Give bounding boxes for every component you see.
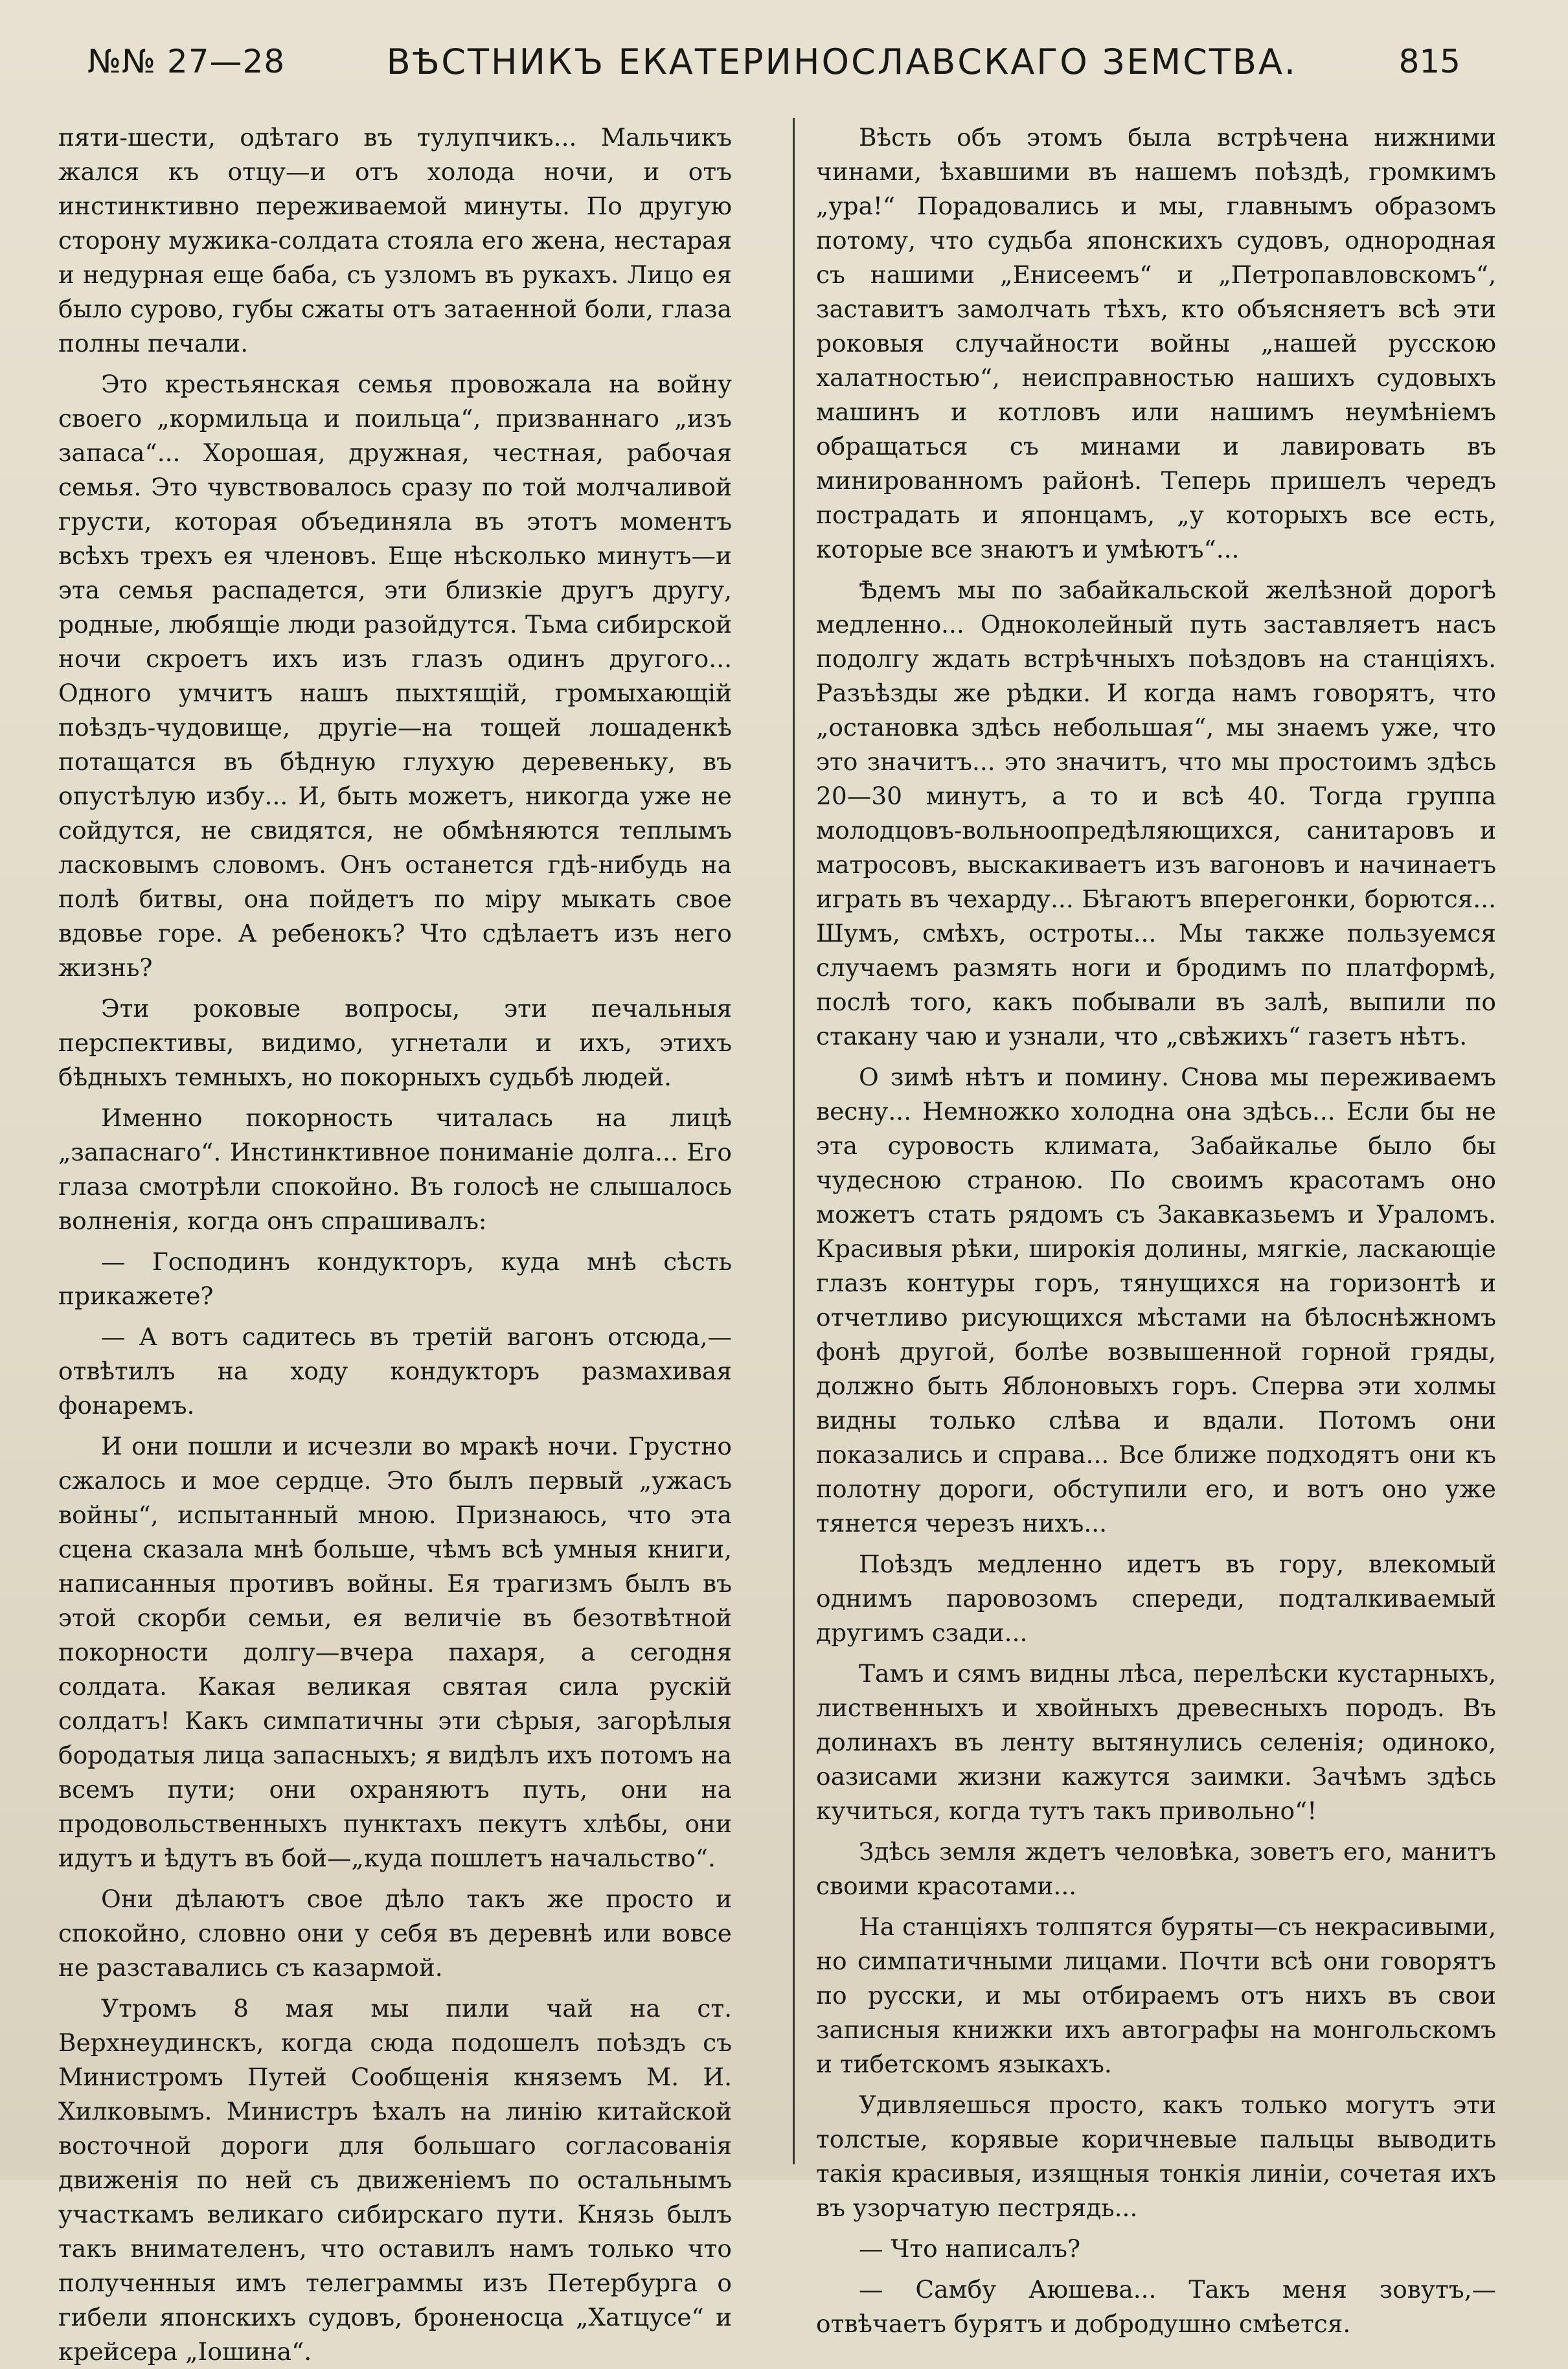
paragraph: Здѣсь земля ждетъ человѣка, зоветъ его, манитъ своими красотами... <box>816 1837 1496 1900</box>
paragraph: Это крестьянская семья провожала на войну своего „кормильца и поильца“, призваннаго „изъ запаса“... Хорошая, дружная, честная, рабочая семья. Это чувствовалось сразу по той молчаливой грусти, которая объединяла въ этотъ моментъ всѣхъ трехъ ея членовъ. Еще нѣсколько минутъ—и эта семья распадется, эти близкіе другъ другу, родные, любящіе люди разойдутся. Тьма сибирской ночи скроетъ ихъ изъ глазъ одинъ другого... Одного умчитъ нашъ пыхтящій, громыхающій поѣздъ-чудовище, другіе—на тощей лошаденкѣ потащатся въ бѣдную глухую деревеньку, въ опустѣлую избу... И, быть можетъ, никогда уже не сойдутся, не свидятся, не обмѣняются теплымъ ласковымъ словомъ. Онъ останется гдѣ-нибудь на полѣ битвы, она пойдетъ по міру мыкать свое вдовье горе. А ребенокъ? Что сдѣлаетъ изъ него жизнь? <box>58 370 732 982</box>
paragraph: И они пошли и исчезли во мракѣ ночи. Грустно сжалось и мое сердце. Это былъ первый „ужасъ войны“, испытанный мною. Признаюсь, что эта сцена сказала мнѣ больше, чѣмъ всѣ умныя книги, написанныя противъ войны. Ея трагизмъ былъ въ этой скорби семьи, ея величіе въ безотвѣтной покорности долгу—вчера пахаря, а сегодня солдата. Какая великая святая сила рускій солдатъ! Какъ симпатичны эти сѣрыя, загорѣлыя бородатыя лица запасныхъ; я видѣлъ ихъ потомъ на всемъ пути; они охраняютъ путь, они на продовольственныхъ пунктахъ пекутъ хлѣбы, они идутъ и ѣдутъ въ бой—„куда пошлетъ начальство“. <box>58 1432 732 1872</box>
paragraph: Именно покорность читалась на лицѣ „запаснаго“. Инстинктивное пониманіе долга... Его глаза смотрѣли спокойно. Въ голосѣ не слышалось волненія, когда онъ спрашивалъ: <box>58 1104 732 1235</box>
page-number: 815 <box>1398 43 1460 80</box>
issue-number: №№ 27—28 <box>87 43 286 80</box>
left-column <box>58 120 732 2366</box>
column-divider <box>793 118 795 2164</box>
paragraph: О зимѣ нѣтъ и помину. Снова мы переживаемъ весну... Немножко холодна она здѣсь... Если бы не эта суровость климата, Забайкалье было бы чудесною страною. По своимъ красотамъ оно можетъ стать рядомъ съ Закавказьемъ и Ураломъ. Красивыя рѣки, широкія долины, мягкіе, ласкающіе глазъ контуры горъ, тянущихся на горизонтѣ и отчетливо рисующихся мѣстами на бѣлоснѣжномъ фонѣ другой, болѣе возвышенной горной гряды, должно быть Яблоновыхъ горъ. Сперва эти холмы видны только слѣва и вдали. Потомъ они показались и справа... Все ближе подходятъ они къ полотну дороги, обступили его, и вотъ оно уже тянется черезъ нихъ... <box>816 1063 1496 1537</box>
paragraph: — А вотъ садитесь въ третій вагонъ отсюда,—отвѣтилъ на ходу кондукторъ размахивая фонаремъ. <box>58 1322 732 1420</box>
paragraph: — Самбу Аюшева... Такъ меня зовутъ,—отвѣчаетъ бурятъ и добродушно смѣется. <box>816 2275 1496 2338</box>
paragraph: — Господинъ кондукторъ, куда мнѣ сѣсть прикажете? <box>58 1247 732 1310</box>
running-header <box>87 26 1467 97</box>
paragraph: Эти роковые вопросы, эти печальныя перспективы, видимо, угнетали и ихъ, этихъ бѣдныхъ темныхъ, но покорныхъ судьбѣ людей. <box>58 994 732 1091</box>
paragraph: На станціяхъ толпятся буряты—съ некрасивыми, но симпатичными лицами. Почти всѣ они говорятъ по русски, и мы отбираемъ отъ нихъ въ свои записныя книжки ихъ автографы на монгольскомъ и тибетскомъ языкахъ. <box>816 1912 1496 2078</box>
paragraph: — Что написалъ? <box>859 2234 1081 2263</box>
right-column <box>816 120 1496 2338</box>
journal-title: ВѢСТНИКЪ ЕКАТЕРИНОСЛАВСКАГО ЗЕМСТВА. <box>386 41 1298 82</box>
paragraph: пяти-шести, одѣтаго въ тулупчикъ... Мальчикъ жался къ отцу—и отъ холода ночи, и отъ инстинктивно переживаемой минуты. По другую сторону мужика-солдата стояла его жена, нестарая и недурная еще баба, съ узломъ въ рукахъ. Лицо ея было сурово, губы сжаты отъ затаенной боли, глаза полны печали. <box>58 123 732 357</box>
paragraph: Утромъ 8 мая мы пили чай на ст. Верхнеудинскъ, когда сюда подошелъ поѣздъ съ Министромъ Путей Сообщенія княземъ М. И. Хилковымъ. Министръ ѣхалъ на линію китайской восточной дороги для большаго согласованія движенія по ней съ движеніемъ по остальнымъ участкамъ великаго сибирскаго пути. Князь былъ такъ внимателенъ, что оставилъ намъ только что полученныя имъ телеграммы изъ Петербурга о гибели японскихъ судовъ, броненосца „Хатцусе“ и крейсера „Іошина“. <box>58 1994 732 2366</box>
paragraph: Они дѣлаютъ свое дѣло такъ же просто и спокойно, словно они у себя въ деревнѣ или вовсе не разставались съ казармой. <box>58 1885 732 1982</box>
paragraph: Тамъ и сямъ видны лѣса, перелѣски кустарныхъ, лиственныхъ и хвойныхъ древесныхъ породъ. Въ долинахъ въ ленту вытянулись селенія; одиноко, оазисами жизни кажутся заимки. Зачѣмъ здѣсь кучиться, когда тутъ такъ привольно“! <box>816 1659 1496 1825</box>
paragraph: Поѣздъ медленно идетъ въ гору, влекомый однимъ паровозомъ спереди, подталкиваемый другимъ сзади... <box>816 1550 1496 1647</box>
paragraph: Вѣсть объ этомъ была встрѣчена нижними чинами, ѣхавшими въ нашемъ поѣздѣ, громкимъ „ура!“ Порадовались и мы, главнымъ образомъ потому, что судьба японскихъ судовъ, однородная съ нашими „Енисеемъ“ и „Петропавловскомъ“, заставитъ замолчать тѣхъ, кто объясняетъ всѣ эти роковыя случайности войны „нашей русскою халатностью“, неисправностью нашихъ судовыхъ машинъ и котловъ или нашимъ неумѣніемъ обращаться съ минами и лавировать въ минированномъ районѣ. Теперь пришелъ чередъ пострадать и японцамъ, „у которыхъ все есть, которые все знаютъ и умѣютъ“... <box>816 123 1496 563</box>
paragraph: Удивляешься просто, какъ только могутъ эти толстые, корявые коричневые пальцы выводить такія красивыя, изящныя тонкія линіи, сочетая ихъ въ узорчатую пестрядь... <box>816 2091 1496 2222</box>
paragraph: Ѣдемъ мы по забайкальской желѣзной дорогѣ медленно... Одноколейный путь заставляетъ насъ подолгу ждать встрѣчныхъ поѣздовъ на станціяхъ. Разъѣзды же рѣдки. И когда намъ говорятъ, что „остановка здѣсь небольшая“, мы знаемъ уже, что это значитъ... это значитъ, что мы простоимъ здѣсь 20—30 минутъ, а то и всѣ 40. Тогда группа молодцовъ-вольноопредѣляющихся, санитаровъ и матросовъ, выскакиваетъ изъ вагоновъ и начинаетъ играть въ чехарду... Бѣгаютъ вперегонки, борются... Шумъ, смѣхъ, остроты... Мы также пользуемся случаемъ размять ноги и бродимъ по платформѣ, послѣ того, какъ побывали въ залѣ, выпили по стакану чаю и узнали, что „свѣжихъ“ газетъ нѣтъ. <box>816 576 1496 1050</box>
